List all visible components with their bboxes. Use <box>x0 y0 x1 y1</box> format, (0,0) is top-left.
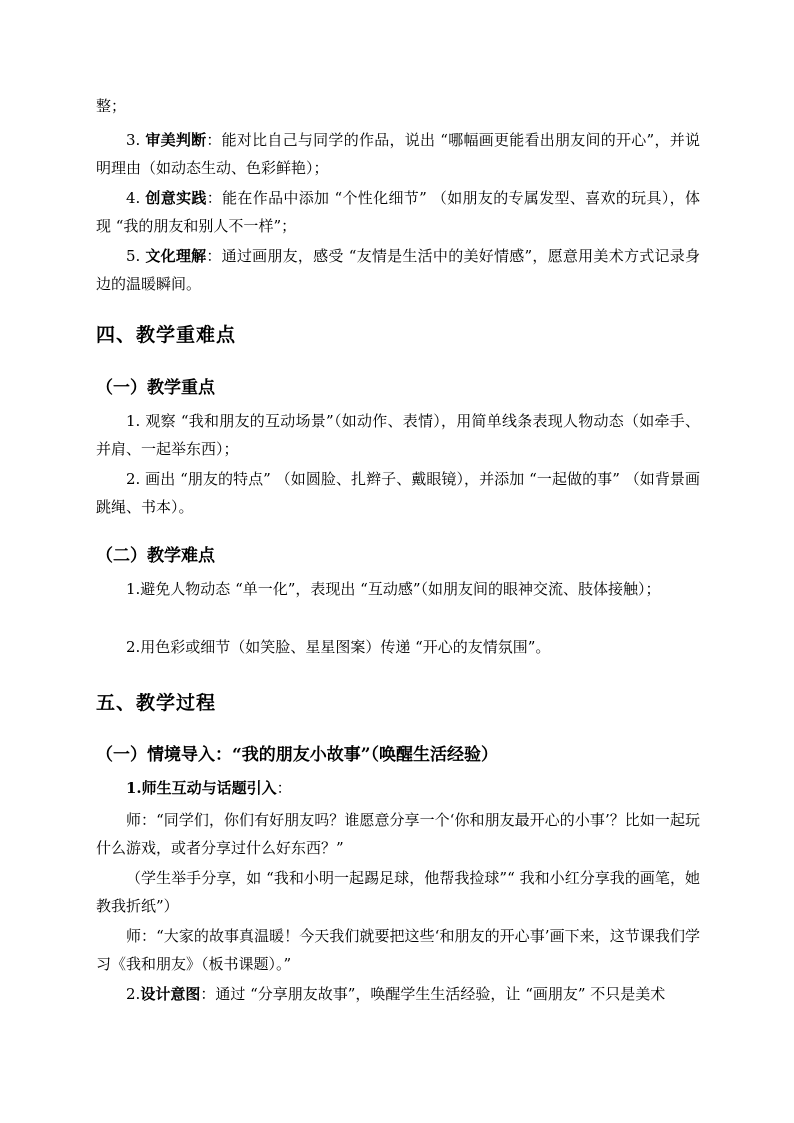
objective-4-label: 创意实践 <box>145 189 207 207</box>
section-4-subtitle-key-points: （一）教学重点 <box>96 378 215 398</box>
step-1-colon: ： <box>276 779 292 797</box>
section-5-title: 五、教学过程 <box>96 692 217 714</box>
teacher-line-1: 师：“同学们，你们有好朋友吗？谁愿意分享一个‘你和朋友最开心的小事’？比如一起玩什么游戏，或者分享过什么好东西？” <box>96 811 700 857</box>
design-intent-label: 设计意图 <box>140 985 201 1003</box>
section-4-title: 四、教学重难点 <box>96 324 237 346</box>
objective-4-number: 4. <box>126 189 146 207</box>
key-point-1: 1. 观察 “我和朋友的互动场景”（如动作、表情），用简单线条表现人物动态（如牵手、并肩、一起举东西）； <box>96 412 700 458</box>
objective-4-text: ：能在作品中添加 “个性化细节” （如朋友的专属发型、喜欢的玩具），体现 “我的朋友和别人不一样”； <box>96 189 700 235</box>
objective-3 <box>96 126 700 182</box>
design-intent <box>96 980 700 1008</box>
objective-5-label: 文化理解 <box>145 247 207 265</box>
section-5-subtitle-intro: （一）情境导入：“我的朋友小故事”（唤醒生活经验） <box>96 745 499 765</box>
continuation-text: 整； <box>96 97 127 115</box>
difficulty-1: 1.避免人物动态 “单一化”，表现出 “互动感”（如朋友间的眼神交流、肢体接触）； <box>126 580 661 598</box>
objective-5-text: ：通过画朋友，感受 “友情是生活中的美好情感”，愿意用美术方式记录身边的温暖瞬间。 <box>96 247 700 293</box>
teacher-line-2: 师：“大家的故事真温暖！今天我们就要把这些‘和朋友的开心事’画下来，这节课我们学习《我和朋友》（板书课题）。” <box>96 927 700 973</box>
objective-3-text: ：能对比自己与同学的作品，说出 “哪幅画更能看出朋友间的开心”，并说明理由（如动态生动、色彩鲜艳）； <box>96 131 700 177</box>
section-4-subtitle-difficulties: （二）教学难点 <box>96 546 215 566</box>
design-intent-text: ：通过 “分享朋友故事”，唤醒学生生活经验，让 “画朋友” 不只是美术 <box>200 985 666 1003</box>
objective-3-number: 3. <box>126 131 146 149</box>
paragraph-continuation <box>96 92 700 120</box>
objective-5-number: 5. <box>126 247 146 265</box>
step-1-label: 1.师生互动与话题引入 <box>126 779 277 797</box>
step-1-heading <box>96 774 700 802</box>
student-sharing: （学生举手分享，如 “我和小明一起踢足球，他帮我捡球”“ 我和小红分享我的画笔，她教我折纸”） <box>96 869 700 915</box>
objective-3-label: 审美判断 <box>145 131 207 149</box>
objective-5 <box>96 242 700 298</box>
objective-4 <box>96 184 700 240</box>
key-point-2: 2. 画出 “朋友的特点” （如圆脸、扎辫子、戴眼镜），并添加 “一起做的事” （如背景画跳绳、书本）。 <box>96 470 700 516</box>
difficulty-2: 2.用色彩或细节（如笑脸、星星图案）传递 “开心的友情氛围”。 <box>126 638 551 656</box>
design-intent-number: 2. <box>126 985 141 1003</box>
